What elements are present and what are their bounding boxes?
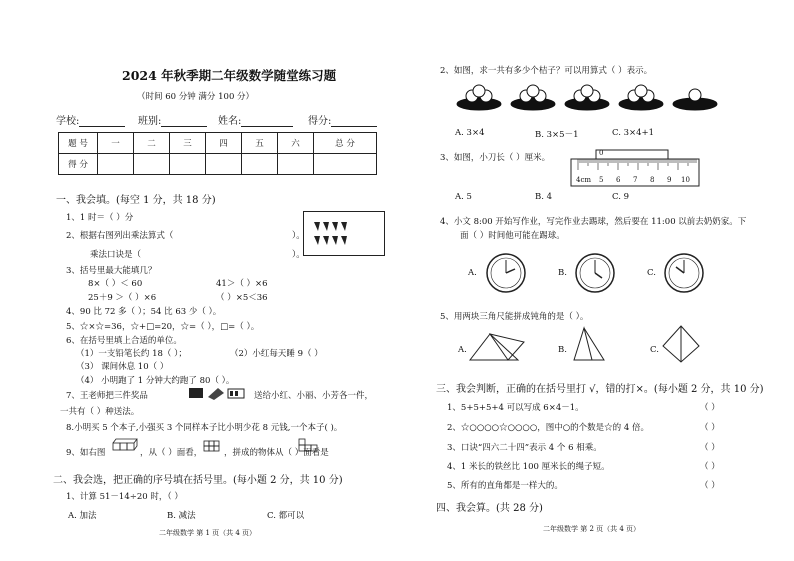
section-4-heading: 四、我会算。(共 28 分) <box>436 503 543 514</box>
judge-answer-paren[interactable]: （ ） <box>700 462 720 472</box>
select-question-3: 3、如图，小刀长（ ）厘米。 <box>440 153 551 163</box>
clock-icon <box>486 253 526 293</box>
name-blank[interactable] <box>241 117 293 127</box>
cube-stack-icon <box>112 437 136 453</box>
question-7: 7、王老师把三件奖品 <box>66 391 148 401</box>
score-blank[interactable] <box>331 117 377 127</box>
score-cell: 得 分 <box>59 154 98 175</box>
class-blank[interactable] <box>161 117 207 127</box>
score-cell: 六 <box>278 133 314 154</box>
score-cell: 五 <box>242 133 278 154</box>
field-score: 得分: <box>308 112 377 127</box>
score-cell: 二 <box>134 133 170 154</box>
judge-answer-paren[interactable]: （ ） <box>700 443 720 453</box>
school-blank[interactable] <box>79 117 125 127</box>
page-footer-right: 二年级数学 第 2 页（共 4 页） <box>543 525 641 533</box>
option-b[interactable]: B. 减法 <box>167 511 196 521</box>
score-table-header-row <box>59 133 377 154</box>
triangle-pair-icon <box>661 324 701 364</box>
option-b[interactable]: B. 4 <box>535 192 553 202</box>
option-c[interactable]: C. 9 <box>612 192 630 202</box>
question-6b: （2）小红每天睡 9（ ） <box>230 349 323 359</box>
option-a[interactable]: A. 加法 <box>68 511 97 521</box>
question-6d: （4） 小明跑了 1 分钟大约跑了 80（ ）。 <box>76 376 235 386</box>
ruler-picture <box>570 150 700 187</box>
prize-icons <box>188 385 248 401</box>
question-1: 1、1 时＝（ ）分 <box>66 213 134 223</box>
score-input-cell[interactable] <box>134 154 170 175</box>
grid-view-icon <box>203 440 221 452</box>
judge-question-5: 5、所有的直角都是一样大的。 <box>447 481 563 491</box>
score-cell: 四 <box>206 133 242 154</box>
select-question-1: 1、计算 51－14÷20 时，（ ） <box>66 492 183 502</box>
clock-option-c[interactable]: C. <box>647 268 656 278</box>
question-9b: ，从（ ）面看， <box>140 448 203 458</box>
view-shape-icon <box>298 438 322 454</box>
clock-icon <box>575 253 615 293</box>
judge-question-2: 2、☆○○○○☆○○○○，图中○的个数是☆的 4 倍。 <box>447 423 649 433</box>
question-9c: ，拼成的物体从（ ）面看是 <box>224 448 329 458</box>
triangle-option-b[interactable]: B. <box>558 345 567 355</box>
orange-plates <box>455 82 725 112</box>
field-school: 学校: <box>56 112 125 127</box>
field-class: 班别: <box>138 112 207 127</box>
clock-icon <box>664 253 704 293</box>
question-2: 2、根据右图列出乘法算式（ <box>66 231 174 241</box>
page-footer-left: 二年级数学 第 1 页（共 4 页） <box>159 529 257 537</box>
ruler-label: 9 <box>667 176 672 184</box>
question-6c: （3） 课间休息 10（ ） <box>76 362 169 372</box>
question-3a: 8×（ ）＜ 60 <box>88 279 143 289</box>
score-table <box>58 132 377 175</box>
question-4: 4、90 比 72 多（ ）；54 比 63 少（ ）。 <box>66 307 222 317</box>
option-c[interactable]: C. 都可以 <box>267 511 305 521</box>
option-c[interactable]: C. 3×4+1 <box>612 128 655 138</box>
score-cell: 题 号 <box>59 133 98 154</box>
judge-question-1: 1、5+5+5+4 可以写成 6×4－1。 <box>447 403 584 413</box>
section-3-heading: 三、我会判断，正确的在括号里打 √，错的打×。(每小题 2 分，共 10 分) <box>436 384 764 395</box>
ruler-label: 7 <box>633 176 638 184</box>
ruler-label: 5 <box>599 176 604 184</box>
option-a[interactable]: A. 5 <box>455 192 472 202</box>
ruler-label: 10 <box>681 176 690 184</box>
judge-answer-paren[interactable]: （ ） <box>700 423 720 433</box>
score-input-cell[interactable] <box>278 154 314 175</box>
strawberry-icons <box>304 212 384 255</box>
score-input-cell[interactable] <box>242 154 278 175</box>
question-5: 5、☆×☆=36，☆+□=20，☆=（ ），□=（ ）。 <box>66 322 260 332</box>
section-2-heading: 二、我会选，把正确的序号填在括号里。(每小题 2 分，共 10 分) <box>53 475 343 486</box>
score-cell: 总 分 <box>314 133 377 154</box>
judge-answer-paren[interactable]: （ ） <box>700 403 720 413</box>
score-input-cell[interactable] <box>98 154 134 175</box>
question-3c: 25＋9 ＞（ ）×6 <box>88 293 157 303</box>
question-6: 6、在括号里填上合适的单位。 <box>66 336 182 346</box>
question-2b: 乘法口诀是（ <box>90 250 142 260</box>
score-table-score-row <box>59 154 377 175</box>
question-3b: 41＞（ ）×6 <box>216 279 268 289</box>
option-b[interactable]: B. 3×5－1 <box>535 130 579 140</box>
triangle-option-a[interactable]: A. <box>458 345 467 355</box>
question-7b: 送给小红、小丽、小芳各一件， <box>254 391 374 401</box>
select-question-4b: 面（ ）时间他可能在踢球。 <box>460 231 565 241</box>
judge-question-3: 3、口诀“四六二十四”表示 4 个 6 相乘。 <box>447 443 602 453</box>
question-3d: （ ）×5＜36 <box>216 293 268 303</box>
ruler-label: 4cm <box>576 176 592 184</box>
question-9: 9、如右图 <box>66 448 106 458</box>
exam-title: 2024 年秋季期二年级数学随堂练习题 <box>122 68 337 83</box>
score-input-cell[interactable] <box>170 154 206 175</box>
score-input-cell[interactable] <box>314 154 377 175</box>
ruler-zero-label: 0 <box>599 149 604 157</box>
select-question-4: 4、小文 8:00 开始写作业，写完作业去踢球，然后要在 11:00 以前去奶奶家。下 <box>440 217 747 227</box>
select-question-2: 2、如图，求一共有多少个桔子？可以用算式（ ）表示。 <box>440 66 653 76</box>
question-2-end: ）。 <box>292 231 305 241</box>
exam-subtitle: （时间 60 分钟 满分 100 分） <box>137 92 255 102</box>
clock-option-a[interactable]: A. <box>468 268 477 278</box>
question-6a: （1）一支铅笔长约 18（ ）； <box>76 349 187 359</box>
judge-answer-paren[interactable]: （ ） <box>700 481 720 491</box>
score-input-cell[interactable] <box>206 154 242 175</box>
triangle-option-c[interactable]: C. <box>650 345 659 355</box>
question-3: 3、括号里最大能填几？ <box>66 266 157 276</box>
option-a[interactable]: A. 3×4 <box>455 128 485 138</box>
section-1-heading: 一、我会填。(每空 1 分，共 18 分) <box>56 195 216 206</box>
clock-option-b[interactable]: B. <box>558 268 567 278</box>
question-7c: 一共有（ ）种送法。 <box>60 407 140 417</box>
judge-question-4: 4、1 米长的铁丝比 100 厘米长的绳子短。 <box>447 462 610 472</box>
ruler-label: 6 <box>616 176 621 184</box>
strawberry-picture <box>303 211 385 256</box>
field-name: 姓名: <box>218 112 293 127</box>
score-cell: 一 <box>98 133 134 154</box>
triangle-pair-icon <box>570 326 606 364</box>
question-2b-end: ）。 <box>292 250 305 260</box>
select-question-5: 5、用两块三角尺能拼成钝角的是（ ）。 <box>440 312 589 322</box>
score-cell: 三 <box>170 133 206 154</box>
ruler-label: 8 <box>650 176 655 184</box>
question-8: 8.小明买 5 个本子,小强买 3 个同样本子比小明少花 8 元钱,一个本子( )。 <box>66 423 343 433</box>
triangle-pair-icon <box>468 330 528 364</box>
